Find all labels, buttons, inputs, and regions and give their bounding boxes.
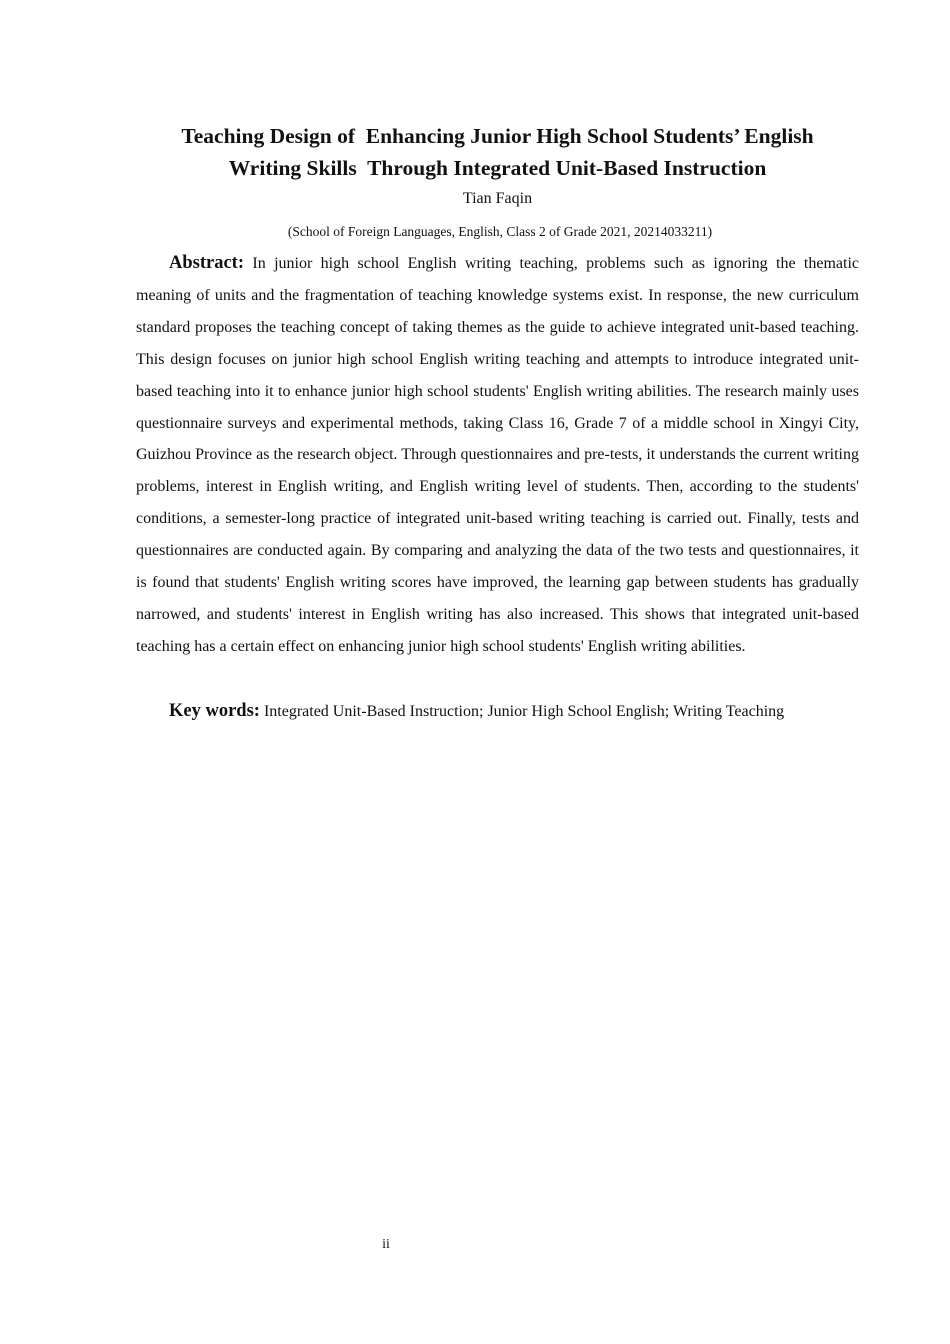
author-affiliation: (School of Foreign Languages, English, Class 2 of Grade 2021, 20214033211) xyxy=(287,224,713,239)
abstract-label: Abstract: xyxy=(169,253,245,273)
keywords-paragraph xyxy=(136,698,859,725)
keywords-label: Key words: xyxy=(169,701,260,721)
title-line-2: Writing Skills Through Integrated Unit-Based Instruction xyxy=(228,156,767,180)
title-line-1: Teaching Design of Enhancing Junior High School Students’ English xyxy=(181,124,814,148)
page-number: ii xyxy=(382,1237,390,1252)
keywords-text: Integrated Unit-Based Instruction; Junior High School English; Writing Teaching xyxy=(259,703,785,720)
abstract-paragraph xyxy=(136,248,859,663)
paper-title xyxy=(120,120,875,184)
abstract-text: In junior high school English writing teaching, problems such as ignoring the thematic meaning of units and the fragmentation of teaching knowledge systems exist. In response, the new curriculum standard proposes the teaching concept of taking themes as the guide to achieve integrated unit-based teaching. This design focuses on junior high school English writing teaching and attempts to introduce integrated unit-based teaching into it to enhance junior high school students' English writing abilities. The research mainly uses questionnaire surveys and experimental methods, taking Class 16, Grade 7 of a middle school in Xingyi City, Guizhou Province as the research object. Through questionnaires and pre-tests, it understands the current writing problems, interest in English writing, and English writing level of students. Then, according to the students' conditions, a semester-long practice of integrated unit-based writing teaching is carried out. Finally, tests and questionnaires are conducted again. By comparing and analyzing the data of the two tests and questionnaires, it is found that students' English writing scores have improved, the learning gap between students has gradually narrowed, and students' interest in English writing has also increased. This shows that integrated unit-based teaching has a certain effect on enhancing junior high school students' English writing abilities. xyxy=(136,255,859,655)
author-name: Tian Faqin xyxy=(462,190,533,207)
